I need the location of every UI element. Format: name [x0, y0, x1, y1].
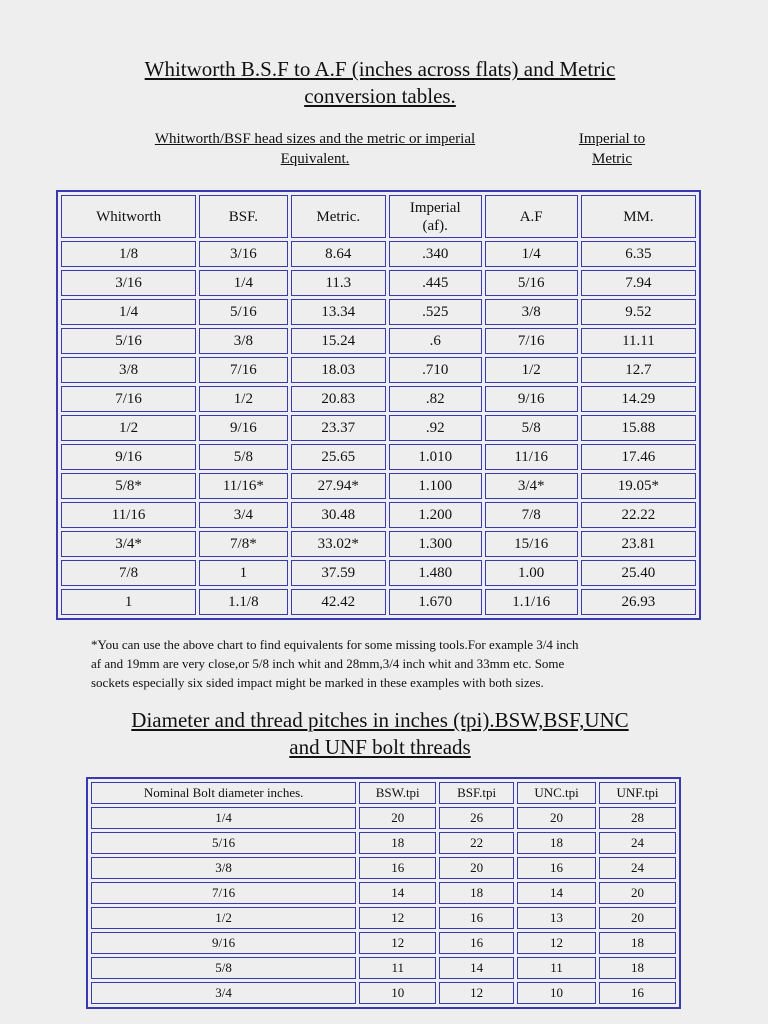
table-cell: .445 — [389, 270, 482, 296]
table-cell: 30.48 — [291, 502, 386, 528]
table-cell: 1/2 — [91, 907, 356, 929]
table-cell: 7/8 — [485, 502, 578, 528]
table-cell: 16 — [439, 907, 514, 929]
header-bsf-tpi: BSF.tpi — [439, 782, 514, 804]
table-cell: 10 — [359, 982, 436, 1004]
table-row — [61, 299, 696, 325]
table-cell: 1.670 — [389, 589, 482, 615]
subtitle-imperial-metric — [556, 129, 668, 169]
table-cell: 12.7 — [581, 357, 696, 383]
table-cell: 23.81 — [581, 531, 696, 557]
table-cell: 11/16* — [199, 473, 287, 499]
table-cell: 5/16 — [485, 270, 578, 296]
table-row — [61, 473, 696, 499]
table-cell: 14 — [517, 882, 596, 904]
table-cell: 1/2 — [485, 357, 578, 383]
header-unc-tpi: UNC.tpi — [517, 782, 596, 804]
table-cell: 25.65 — [291, 444, 386, 470]
header-whitworth: Whitworth — [61, 195, 196, 238]
header-mm: MM. — [581, 195, 696, 238]
table-cell: 3/8 — [61, 357, 196, 383]
table-row — [61, 531, 696, 557]
table-cell: 1.100 — [389, 473, 482, 499]
table-row — [61, 386, 696, 412]
subtitle-imperial-metric-line1: Imperial to — [578, 131, 646, 147]
table-cell: 22.22 — [581, 502, 696, 528]
table-cell: 1 — [199, 560, 287, 586]
conversion-table-body — [61, 241, 696, 615]
table-cell: 7/16 — [61, 386, 196, 412]
table-cell: 23.37 — [291, 415, 386, 441]
table-cell: 3/4* — [61, 531, 196, 557]
thread-table — [86, 777, 681, 1009]
table-cell: 3/4* — [485, 473, 578, 499]
table-cell: .6 — [389, 328, 482, 354]
table-cell: 1/2 — [199, 386, 287, 412]
table-cell: 42.42 — [291, 589, 386, 615]
header-bsf: BSF. — [199, 195, 287, 238]
table-cell: 20 — [599, 907, 676, 929]
table-cell: 8.64 — [291, 241, 386, 267]
table-cell: 7/16 — [91, 882, 356, 904]
table-cell: 18 — [359, 832, 436, 854]
table-row — [91, 907, 676, 929]
subtitle-head-sizes — [120, 129, 510, 169]
table-cell: 3/16 — [61, 270, 196, 296]
table-cell: 7/8 — [61, 560, 196, 586]
table-cell: 1/4 — [485, 241, 578, 267]
table-cell: 1/4 — [91, 807, 356, 829]
table-cell: 1 — [61, 589, 196, 615]
table-row — [91, 832, 676, 854]
table-cell: 18.03 — [291, 357, 386, 383]
table-cell: 16 — [439, 932, 514, 954]
table-cell: 1.010 — [389, 444, 482, 470]
table-cell: 20.83 — [291, 386, 386, 412]
table-row — [61, 415, 696, 441]
header-metric: Metric. — [291, 195, 386, 238]
table-cell: 12 — [517, 932, 596, 954]
table-cell: .92 — [389, 415, 482, 441]
table-cell: 24 — [599, 832, 676, 854]
table-cell: 17.46 — [581, 444, 696, 470]
thread-section-title-line2: and UNF bolt threads — [289, 735, 471, 759]
table-row — [61, 502, 696, 528]
table-cell: 22 — [439, 832, 514, 854]
table-cell: 1/2 — [61, 415, 196, 441]
footnote-line2: af and 19mm are very close,or 5/8 inch whit and 28mm,3/4 inch whit and 33mm etc. Some — [91, 656, 565, 671]
table-cell: 6.35 — [581, 241, 696, 267]
header-unf-tpi: UNF.tpi — [599, 782, 676, 804]
table-row — [91, 932, 676, 954]
table-row — [61, 328, 696, 354]
table-row — [91, 982, 676, 1004]
conversion-table — [56, 190, 701, 620]
table-cell: 5/8 — [91, 957, 356, 979]
header-bsw-tpi: BSW.tpi — [359, 782, 436, 804]
table-cell: 7/8* — [199, 531, 287, 557]
table-cell: 3/8 — [199, 328, 287, 354]
table-row — [61, 444, 696, 470]
table-cell: 10 — [517, 982, 596, 1004]
subtitle-head-sizes-line1: Whitworth/BSF head sizes and the metric or imperial — [154, 131, 476, 147]
table-cell: 25.40 — [581, 560, 696, 586]
table-cell: 9/16 — [199, 415, 287, 441]
table-cell: 18 — [599, 932, 676, 954]
table-cell: 13 — [517, 907, 596, 929]
table-cell: 16 — [599, 982, 676, 1004]
page-title-line2: conversion tables. — [304, 84, 456, 108]
table-cell: 11 — [517, 957, 596, 979]
table-cell: 11 — [359, 957, 436, 979]
page-title — [70, 56, 690, 110]
table-cell: 5/8 — [199, 444, 287, 470]
table-cell: 16 — [359, 857, 436, 879]
table-cell: 5/8* — [61, 473, 196, 499]
table-cell: 11/16 — [485, 444, 578, 470]
table-cell: 7/16 — [199, 357, 287, 383]
table-cell: 9/16 — [485, 386, 578, 412]
table-cell: 14 — [439, 957, 514, 979]
table-row — [61, 241, 696, 267]
table-cell: 1.1/16 — [485, 589, 578, 615]
table-cell: 1.300 — [389, 531, 482, 557]
table-cell: 9/16 — [91, 932, 356, 954]
header-imperial-line2: (af). — [422, 217, 448, 234]
table-cell: 16 — [517, 857, 596, 879]
table-cell: 20 — [439, 857, 514, 879]
table-cell: 9/16 — [61, 444, 196, 470]
table-cell: 1/4 — [61, 299, 196, 325]
table-cell: 11/16 — [61, 502, 196, 528]
table-cell: 15.24 — [291, 328, 386, 354]
table-cell: 5/16 — [61, 328, 196, 354]
table-cell: 18 — [517, 832, 596, 854]
table-cell: 11.11 — [581, 328, 696, 354]
table-cell: 37.59 — [291, 560, 386, 586]
table-cell: 11.3 — [291, 270, 386, 296]
table-cell: 14 — [359, 882, 436, 904]
table-cell: 3/4 — [91, 982, 356, 1004]
table-cell: 20 — [359, 807, 436, 829]
table-cell: 15/16 — [485, 531, 578, 557]
table-cell: 26.93 — [581, 589, 696, 615]
table-cell: 1.00 — [485, 560, 578, 586]
table-cell: 1/8 — [61, 241, 196, 267]
header-af: A.F — [485, 195, 578, 238]
table-cell: 1/4 — [199, 270, 287, 296]
header-imperial-line1: Imperial — [409, 199, 461, 216]
table-cell: 1.480 — [389, 560, 482, 586]
header-nominal-diameter: Nominal Bolt diameter inches. — [91, 782, 356, 804]
table-cell: 18 — [599, 957, 676, 979]
table-row — [91, 957, 676, 979]
table-row — [61, 357, 696, 383]
table-cell: 7/16 — [485, 328, 578, 354]
table-row — [61, 270, 696, 296]
table-cell: 28 — [599, 807, 676, 829]
table-cell: 27.94* — [291, 473, 386, 499]
table-cell: 19.05* — [581, 473, 696, 499]
table-row — [61, 589, 696, 615]
table-cell: 15.88 — [581, 415, 696, 441]
thread-section-title-line1: Diameter and thread pitches in inches (tpi).BSW,BSF,UNC — [131, 708, 629, 732]
table-cell: 18 — [439, 882, 514, 904]
footnote-line3: sockets especially six sided impact might be marked in these examples with both sizes. — [91, 675, 544, 690]
table-cell: 3/4 — [199, 502, 287, 528]
table-cell: 12 — [439, 982, 514, 1004]
table-cell: 3/16 — [199, 241, 287, 267]
footnote-line1: *You can use the above chart to find equivalents for some missing tools.For example 3/4 inch — [91, 637, 579, 652]
table-row — [61, 560, 696, 586]
table-cell: .340 — [389, 241, 482, 267]
table-row — [91, 857, 676, 879]
table-cell: 33.02* — [291, 531, 386, 557]
table-cell: 14.29 — [581, 386, 696, 412]
table-cell: 3/8 — [91, 857, 356, 879]
table-cell: .710 — [389, 357, 482, 383]
table-cell: .525 — [389, 299, 482, 325]
table-cell: 1.1/8 — [199, 589, 287, 615]
table-cell: 26 — [439, 807, 514, 829]
table-cell: 12 — [359, 907, 436, 929]
table-cell: 7.94 — [581, 270, 696, 296]
page-title-line1: Whitworth B.S.F to A.F (inches across flats) and Metric — [144, 57, 616, 81]
subtitle-imperial-metric-line2: Metric — [592, 151, 632, 167]
table-row — [91, 882, 676, 904]
table-cell: 3/8 — [485, 299, 578, 325]
footnote — [91, 635, 691, 692]
thread-table-header — [91, 782, 676, 804]
table-cell: .82 — [389, 386, 482, 412]
table-cell: 20 — [599, 882, 676, 904]
table-cell: 12 — [359, 932, 436, 954]
table-cell: 5/16 — [91, 832, 356, 854]
thread-section-title — [80, 707, 680, 761]
table-cell: 24 — [599, 857, 676, 879]
table-cell: 5/16 — [199, 299, 287, 325]
table-row — [91, 807, 676, 829]
table-cell: 13.34 — [291, 299, 386, 325]
subtitle-head-sizes-line2: Equivalent. — [280, 151, 350, 167]
table-cell: 9.52 — [581, 299, 696, 325]
thread-table-body — [91, 807, 676, 1004]
table-cell: 5/8 — [485, 415, 578, 441]
table-cell: 1.200 — [389, 502, 482, 528]
conversion-table-header — [61, 195, 696, 238]
table-cell: 20 — [517, 807, 596, 829]
header-imperial — [389, 195, 482, 238]
